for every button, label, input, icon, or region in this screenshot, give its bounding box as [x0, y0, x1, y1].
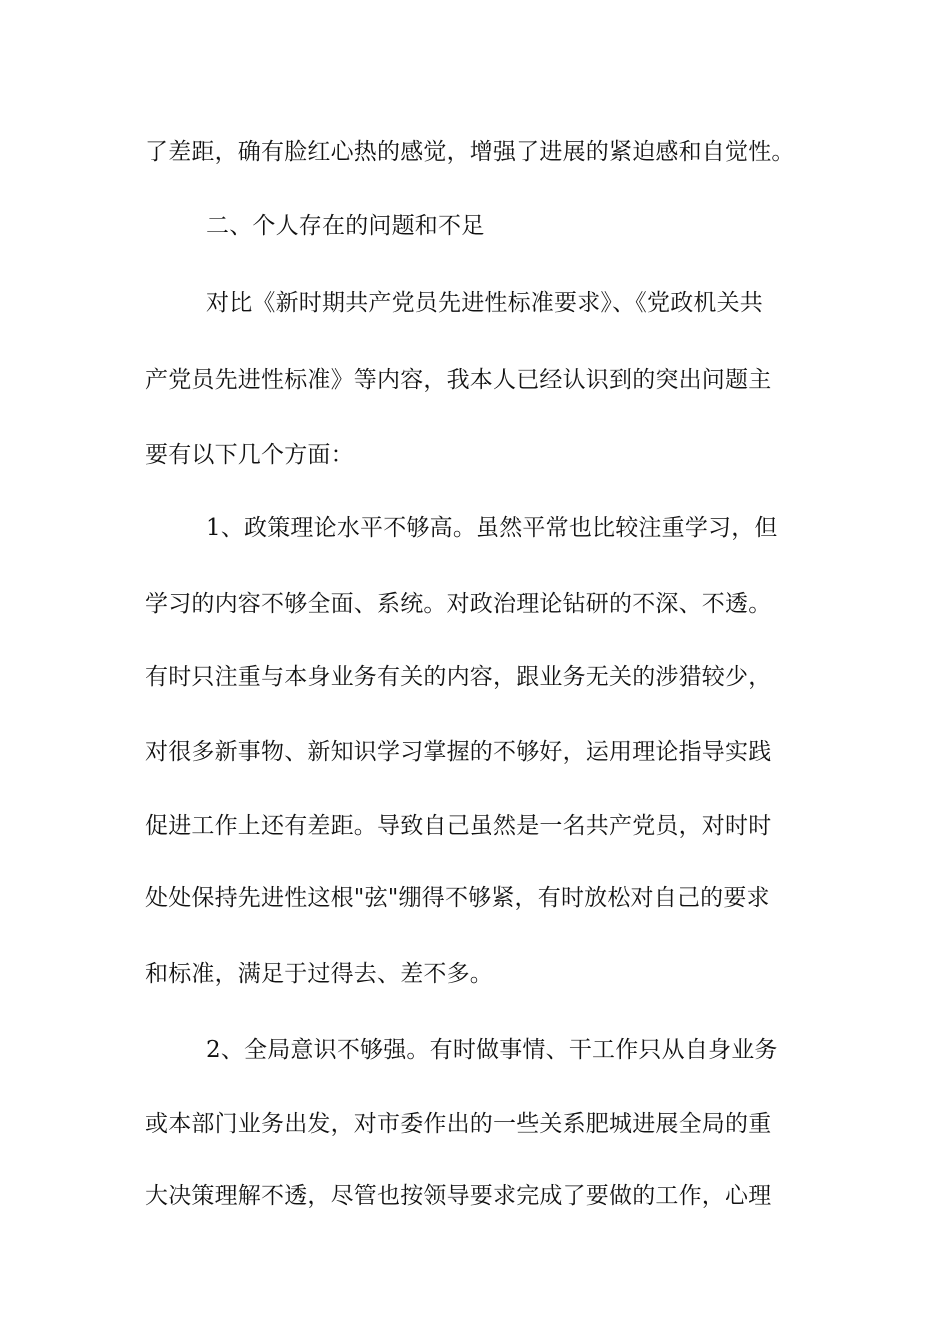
text-line-13: 2、全局意识不够强。有时做事情、干工作只从自身业务 — [206, 1037, 778, 1063]
text-line-8: 有时只注重与本身业务有关的内容，跟业务无关的涉猎较少， — [145, 664, 772, 690]
text-line-4: 产党员先进性标准》等内容，我本人已经认识到的突出问题主 — [145, 367, 772, 393]
text-line-11: 处处保持先进性这根"弦"绷得不够紧，有时放松对自己的要求 — [145, 885, 770, 911]
text-line-7: 学习的内容不够全面、系统。对政治理论钻研的不深、不透。 — [145, 591, 772, 617]
text-line-6: 1、政策理论水平不够高。虽然平常也比较注重学习，但 — [206, 515, 778, 541]
text-line-1: 了差距，确有脸红心热的感觉，增强了进展的紧迫感和自觉性。 — [145, 139, 795, 165]
section-heading: 二、个人存在的问题和不足 — [206, 213, 485, 239]
text-line-10: 促进工作上还有差距。导致自己虽然是一名共产党员，对时时 — [145, 813, 772, 839]
text-line-15: 大决策理解不透，尽管也按领导要求完成了要做的工作，心理 — [145, 1183, 772, 1209]
text-line-12: 和标准，满足于过得去、差不多。 — [145, 961, 493, 987]
text-line-5: 要有以下几个方面： — [145, 442, 354, 468]
text-line-3: 对比《新时期共产党员先进性标准要求》、《党政机关共 — [206, 290, 763, 316]
text-line-14: 或本部门业务出发，对市委作出的一些关系肥城进展全局的重 — [145, 1111, 772, 1137]
text-line-9: 对很多新事物、新知识学习掌握的不够好，运用理论指导实践 — [145, 739, 772, 765]
